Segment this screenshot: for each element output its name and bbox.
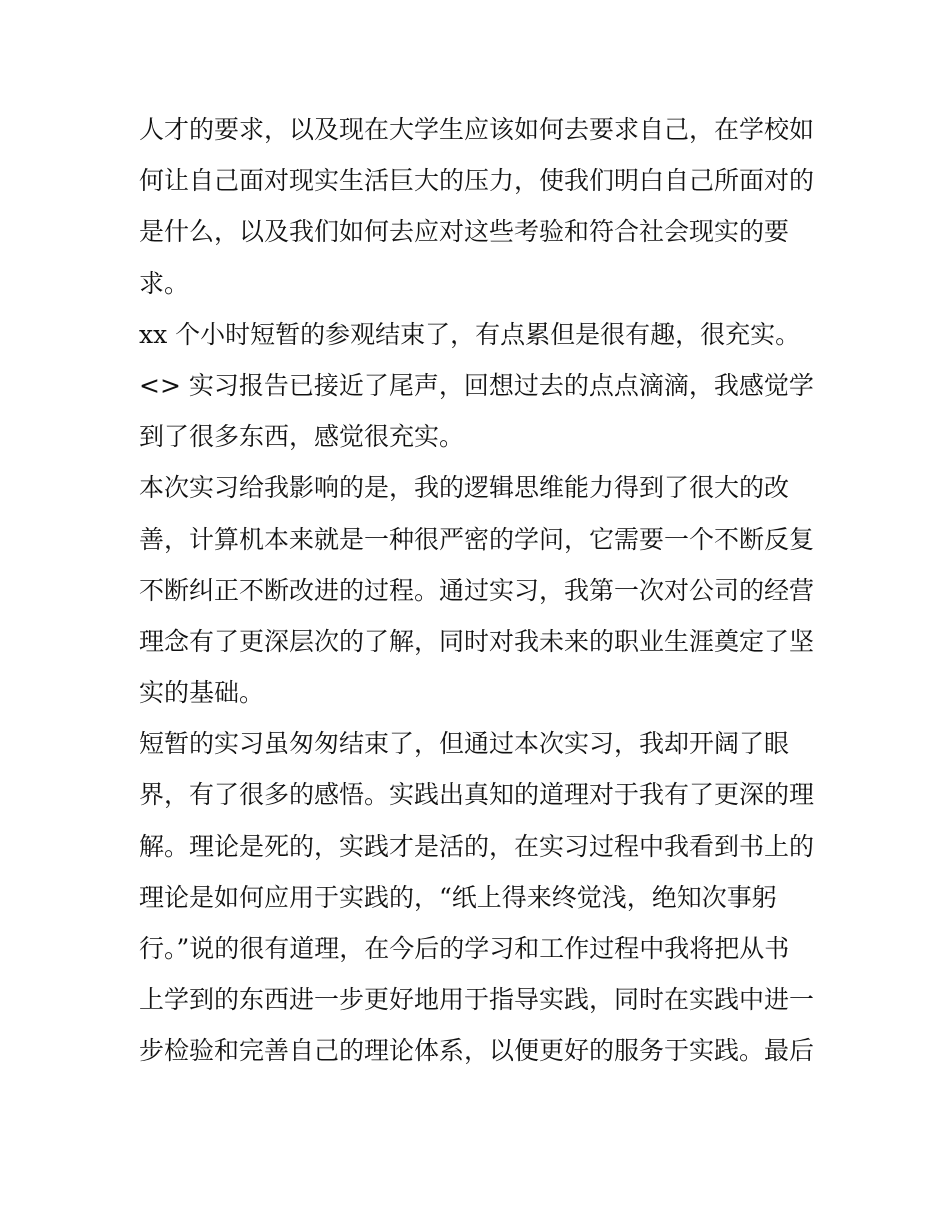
text-line: 人才的要求，以及现在大学生应该如何去要求自己，在学校如 xyxy=(139,115,815,144)
text-line: 步检验和完善自己的理论体系，以便更好的服务于实践。最后 xyxy=(139,1036,815,1066)
text-line: 上学到的东西进一步更好地用于指导实践，同时在实践中进一 xyxy=(139,985,815,1015)
text-line: <> 实习报告已接近了尾声，回想过去的点点滴滴，我感觉学 xyxy=(139,370,814,400)
text-line: 到了很多东西，感觉很充实。 xyxy=(139,422,465,452)
text-line: 行。”说的很有道理，在今后的学习和工作过程中我将把从书 xyxy=(139,934,790,963)
text-line: 是什么，以及我们如何去应对这些考验和符合社会现实的要 xyxy=(139,217,790,247)
text-line: 善，计算机本来就是一种很严密的学问，它需要一个不断反复 xyxy=(139,524,815,554)
text-line: 理论是如何应用于实践的，“纸上得来终觉浅，绝知次事躬 xyxy=(139,882,777,912)
text-line: 理念有了更深层次的了解，同时对我未来的职业生涯奠定了坚 xyxy=(139,626,815,656)
text-line: 界，有了很多的感悟。实践出真知的道理对于我有了更深的理 xyxy=(139,780,815,810)
text-line: xx 个小时短暂的参观结束了，有点累但是很有趣，很充实。 xyxy=(139,319,801,349)
text-line: 实的基础。 xyxy=(139,678,265,708)
text-line: 短暂的实习虽匆匆结束了，但通过本次实习，我却开阔了眼 xyxy=(139,729,790,759)
text-line: 何让自己面对现实生活巨大的压力，使我们明白自己所面对的 xyxy=(139,166,815,196)
text-line: 解。理论是死的，实践才是活的，在实习过程中我看到书上的 xyxy=(139,831,815,861)
text-line: 本次实习给我影响的是，我的逻辑思维能力得到了很大的改 xyxy=(139,473,790,503)
text-line: 不断纠正不断改进的过程。通过实习，我第一次对公司的经营 xyxy=(139,575,815,605)
document-body xyxy=(139,104,819,1077)
text-line: 求。 xyxy=(139,268,190,298)
